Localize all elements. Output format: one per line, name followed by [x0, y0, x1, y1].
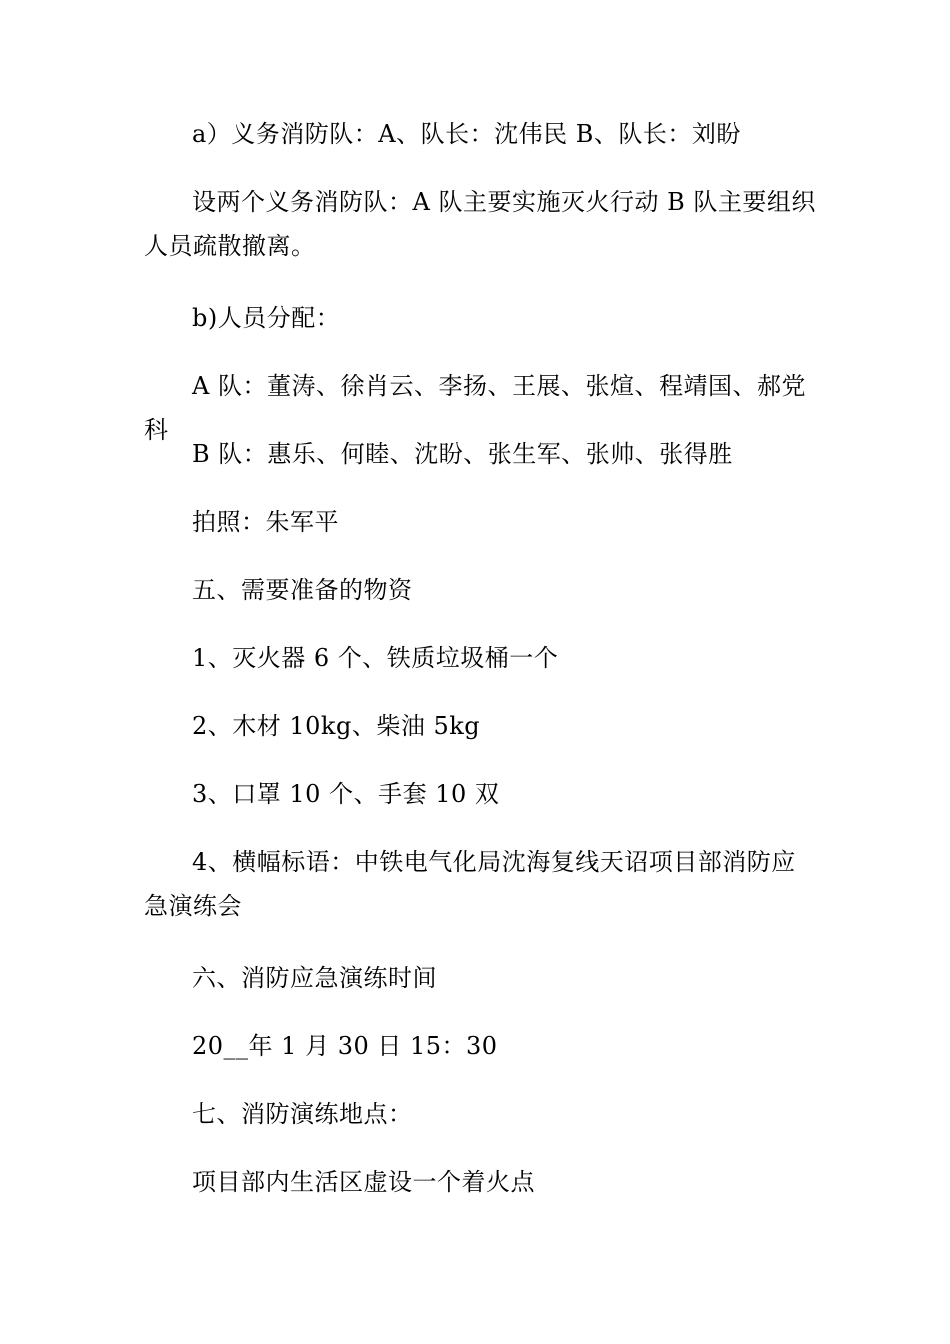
paragraph-staff-assignment: b)人员分配： — [192, 304, 341, 332]
list-item-wood-diesel: 2、木材 10kg、柴油 5kg — [192, 712, 481, 740]
heading-drill-location: 七、消防演练地点： — [192, 1100, 413, 1128]
list-item-masks-gloves: 3、口罩 10 个、手套 10 双 — [192, 780, 500, 808]
paragraph-drill-datetime: 20__年 1 月 30 日 15：30 — [192, 1032, 498, 1060]
paragraph-two-teams: 设两个义务消防队：A 队主要实施灭火行动 B 队主要组织人员疏散撤离。 — [144, 188, 816, 260]
list-item-banner: 4、横幅标语：中铁电气化局沈海复线天诏项目部消防应急演练会 — [144, 848, 796, 920]
heading-drill-time: 六、消防应急演练时间 — [192, 964, 437, 992]
paragraph-team-b-members: B 队：惠乐、何睦、沈盼、张生军、张帅、张得胜 — [192, 440, 733, 468]
paragraph-drill-location: 项目部内生活区虚设一个着火点 — [192, 1168, 535, 1196]
paragraph-photographer: 拍照：朱军平 — [192, 508, 339, 536]
paragraph-team-leaders: a）义务消防队：A、队长：沈伟民 B、队长：刘盼 — [192, 120, 741, 148]
list-item-extinguishers: 1、灭火器 6 个、铁质垃圾桶一个 — [192, 644, 559, 672]
paragraph-team-a-members: A 队：董涛、徐肖云、李扬、王展、张煊、程靖国、郝党科 — [144, 372, 806, 444]
heading-materials: 五、需要准备的物资 — [192, 576, 413, 604]
